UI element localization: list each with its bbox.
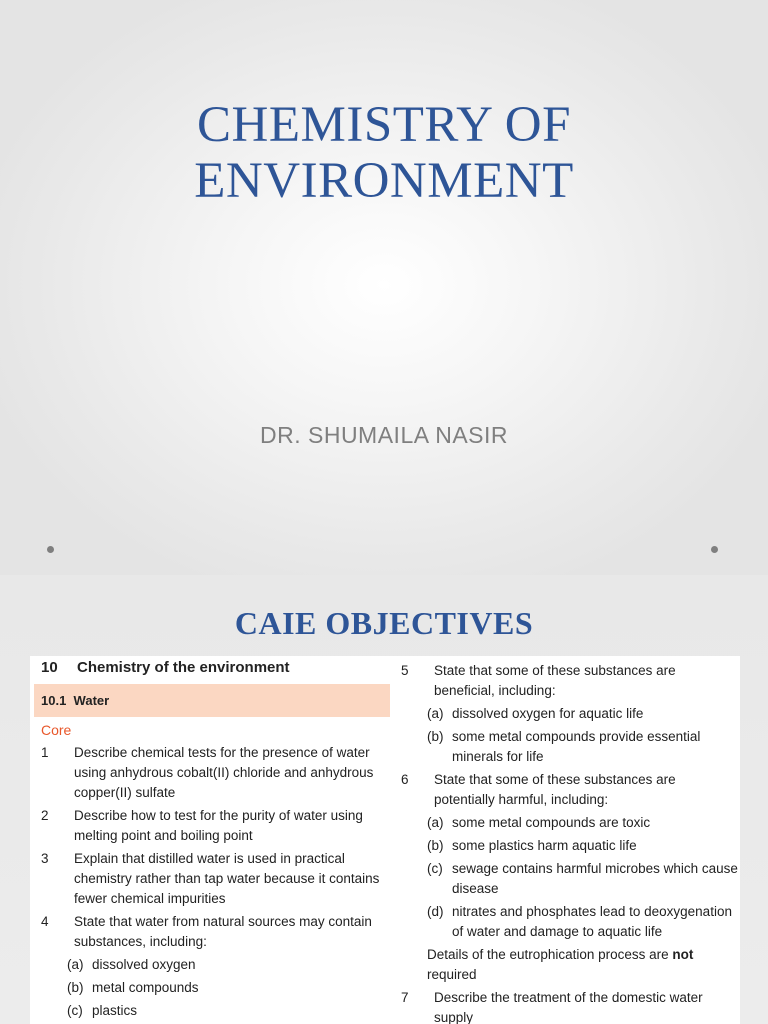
- item-number: 1: [41, 745, 49, 760]
- subsection-header: [34, 684, 390, 717]
- sub-item: [427, 836, 740, 856]
- author-name: DR. SHUMAILA NASIR: [260, 422, 508, 448]
- item-number: 5: [401, 663, 409, 678]
- sub-item-text: some metal compounds are toxic: [452, 815, 651, 830]
- sub-item-letter: (b): [67, 980, 84, 995]
- item-text: State that some of these substances are beneficial, including:: [434, 663, 676, 698]
- sub-item-letter: (c): [67, 1003, 83, 1018]
- item-number: 6: [401, 772, 409, 787]
- core-label: Core: [41, 722, 72, 738]
- subsection-title: Water: [73, 693, 110, 708]
- sub-item-text: dissolved oxygen for aquatic life: [452, 706, 644, 721]
- item-text: Explain that distilled water is used in practical chemistry rather than tap water because it contains fewer chemical impurities: [74, 851, 380, 906]
- section-title: [41, 658, 390, 684]
- syllabus-right-column: [394, 656, 740, 1024]
- sub-item-text: some metal compounds provide essential minerals for life: [452, 729, 701, 764]
- sub-item: [67, 1001, 390, 1021]
- note-end: required: [427, 967, 477, 982]
- sub-item: [427, 813, 740, 833]
- right-bullet-dot: [711, 546, 718, 553]
- objective-item: [401, 988, 740, 1024]
- sub-item-text: metal compounds: [92, 980, 199, 995]
- item-text: Describe how to test for the purity of water using melting point and boiling point: [74, 808, 363, 843]
- left-bullet-dot: [47, 546, 54, 553]
- objective-item: [41, 743, 390, 803]
- item-number: 7: [401, 990, 409, 1005]
- sub-item: [67, 955, 390, 975]
- sub-item-text: some plastics harm aquatic life: [452, 838, 637, 853]
- item-text: Describe the treatment of the domestic water supply: [434, 990, 703, 1024]
- item-number: 2: [41, 808, 49, 823]
- sub-item-letter: (c): [427, 861, 443, 876]
- item-number: 4: [41, 914, 49, 929]
- objective-item: [41, 849, 390, 909]
- slide-title: [0, 97, 768, 209]
- item-number: 3: [41, 851, 49, 866]
- sub-item-letter: (a): [67, 957, 84, 972]
- sub-item: [427, 859, 740, 899]
- item-text: Describe chemical tests for the presence of water using anhydrous cobalt(II) chloride and anhydrous copper(II) sulfate: [74, 745, 374, 800]
- objective-item: [401, 661, 740, 701]
- sub-item-text: plastics: [92, 1003, 138, 1018]
- section-number: 10: [41, 659, 58, 676]
- item-text: State that some of these substances are potentially harmful, including:: [434, 772, 676, 807]
- sub-item-text: sewage contains harmful microbes which cause disease: [452, 861, 738, 896]
- subsection-number: 10.1: [41, 693, 67, 708]
- objective-item: [401, 770, 740, 810]
- sub-item-letter: (b): [427, 729, 444, 744]
- objective-item: [41, 912, 390, 952]
- sub-item: [427, 902, 740, 942]
- note-bold-word: not: [672, 947, 694, 962]
- sub-item-letter: (b): [427, 838, 444, 853]
- slide-title-line-2: ENVIRONMENT: [194, 153, 574, 209]
- sub-item: [427, 727, 740, 767]
- sub-item-letter: (d): [427, 904, 444, 919]
- sub-item-text: dissolved oxygen: [92, 957, 196, 972]
- syllabus-left-column: [34, 656, 390, 1021]
- objective-item: [41, 806, 390, 846]
- note-text: Details of the eutrophication process are: [427, 947, 673, 962]
- slide-title-line-1: CHEMISTRY OF: [197, 97, 571, 153]
- sub-item: [427, 704, 740, 724]
- section-title-text: Chemistry of the environment: [77, 659, 290, 676]
- item-text: State that water from natural sources may contain substances, including:: [74, 914, 372, 949]
- sub-item-text: nitrates and phosphates lead to deoxygenation of water and damage to aquatic life: [452, 904, 732, 939]
- sub-item-letter: (a): [427, 815, 444, 830]
- sub-item-letter: (a): [427, 706, 444, 721]
- objectives-heading: CAIE OBJECTIVES: [234, 605, 534, 641]
- syllabus-document: [30, 656, 740, 1024]
- eutrophication-note: [427, 945, 740, 985]
- sub-item: [67, 978, 390, 998]
